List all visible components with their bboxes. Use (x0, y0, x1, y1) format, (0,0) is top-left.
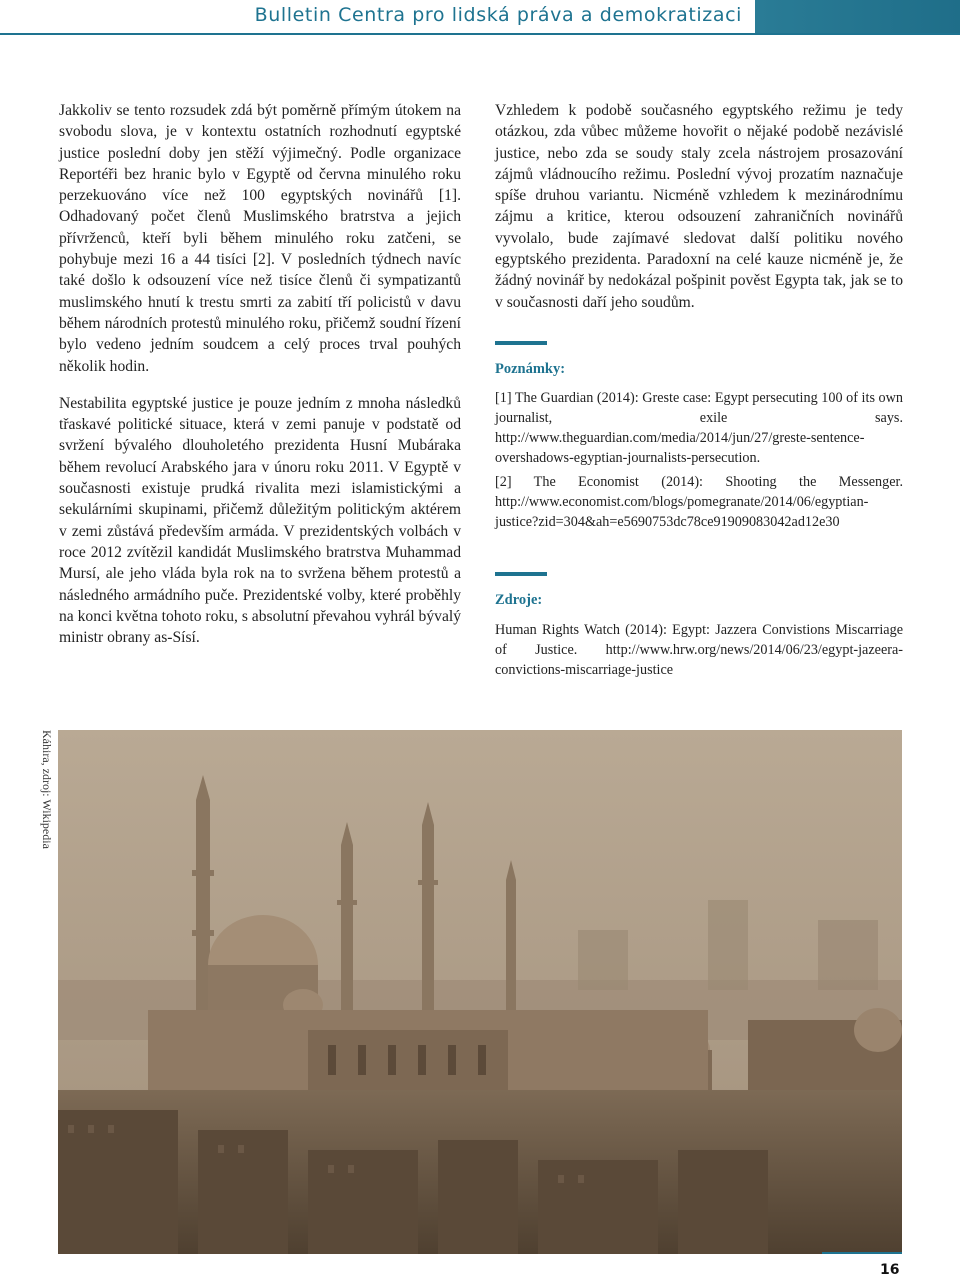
note-1: [1] The Guardian (2014): Greste case: Egypt persecuting 100 of its own journalist, exile says. http://www.theguardian.com/media/2014/jun/27/greste-sentence-overshadows-egyptian-journalists-persecution. (495, 390, 903, 467)
sources-heading: Zdroje: (495, 592, 543, 609)
sources-divider (495, 572, 547, 576)
photo-caption-text: Káhira, zdroj: Wikipedia (40, 730, 54, 849)
left-column (59, 100, 461, 664)
page-header (0, 0, 960, 35)
left-paragraph-2: Nestabilita egyptské justice je pouze jedním z mnoha následků třaskavé politické situace, která v zemi panuje v podstatě od svržení bývalého dlouholetého prezidenta Husní Mubáraka během revolucí Arabského jara v únoru roku 2011. V Egyptě v současnosti existuje prudká rivalita mezi islamistickými a sekulárními skupinami, přičemž důležitým politickým aktérem v zemi zůstává především armáda. V prezidentských volbách v roce 2012 zvítězil kandidát Muslimského bratrstva Muhammad Mursí, ale jeho vláda byla rok na to svržena během protestů a následného armádního puče. Prezidentské volby, které proběhly na konci května tohoto roku, s absolutní převahou vyhrál bývalý ministr obrany as-Sísí. (59, 394, 461, 647)
bulletin-title: Bulletin Centra pro lidská práva a demokratizaci (254, 4, 742, 26)
cairo-skyline-illustration (58, 730, 902, 1254)
notes-divider (495, 341, 547, 345)
source-entry: Human Rights Watch (2014): Egypt: Jazzera Convistions Miscarriage of Justice. http://www.hrw.org/news/2014/06/23/egypt-jazeera-convictions-miscarriage-justice (495, 621, 903, 678)
photo-caption (40, 730, 56, 870)
right-column (495, 100, 903, 684)
left-paragraph-1: Jakkoliv se tento rozsudek zdá být poměrně přímým útokem na svobodu slova, je v kontextu ostatních rozhodnutí egyptské justice poslední doby jen stěží výjimečný. Podle organizace Reportéři bez hranic bylo v Egyptě od června minulého roku perzekuováno více než 100 egyptských novinářů [1]. Odhadovaný počet členů Muslimského bratrstva a jejich přívrženců, kteří byli během minulého roku zatčeni, se pohybuje mezi 16 a 44 tisíci [2]. V posledních týdnech navíc také došlo k odsouzení více než tisíce členů či sympatizantů muslimského hnutí k trestu smrti za zabití tří policistů v davu během národních protestů minulého roku, přičemž soudní řízení bylo vedeno jedním soudcem a celý proces trval pouhých několik hodin. (59, 102, 461, 375)
notes-heading: Poznámky: (495, 360, 566, 377)
cairo-photo (58, 730, 902, 1254)
right-paragraph: Vzhledem k podobě současného egyptského režimu je tedy otázkou, zda vůbec můžeme hovořit o nějaké podobě nezávislé justice, nebo zda se soudy staly zcela nástrojem prosazování zájmů vládnoucího režimu. Poslední vývoj prozatím naznačuje spíše druhou variantu. Nicméně vzhledem k mezinárodnímu zájmu a kritice, kterou odsouzení zahraničních novinářů vyvolalo, bude zajímavé sledovat další politiku nového egyptského prezidenta. Paradoxní na celé kauze nicméně je, že žádný novinář by nedokázal pošpinit pověst Egypta tak, jak se to v současnosti daří jeho soudům. (495, 102, 903, 311)
header-accent-bar (755, 0, 960, 33)
footer-rule (822, 1252, 902, 1254)
note-2: [2] The Economist (2014): Shooting the Messenger. http://www.economist.com/blogs/pomegranate/2014/06/egyptian-justice?zid=304&ah=e5690753dc78ce91909083042ad12e30 (495, 474, 903, 531)
page-number: 16 (880, 1262, 900, 1278)
